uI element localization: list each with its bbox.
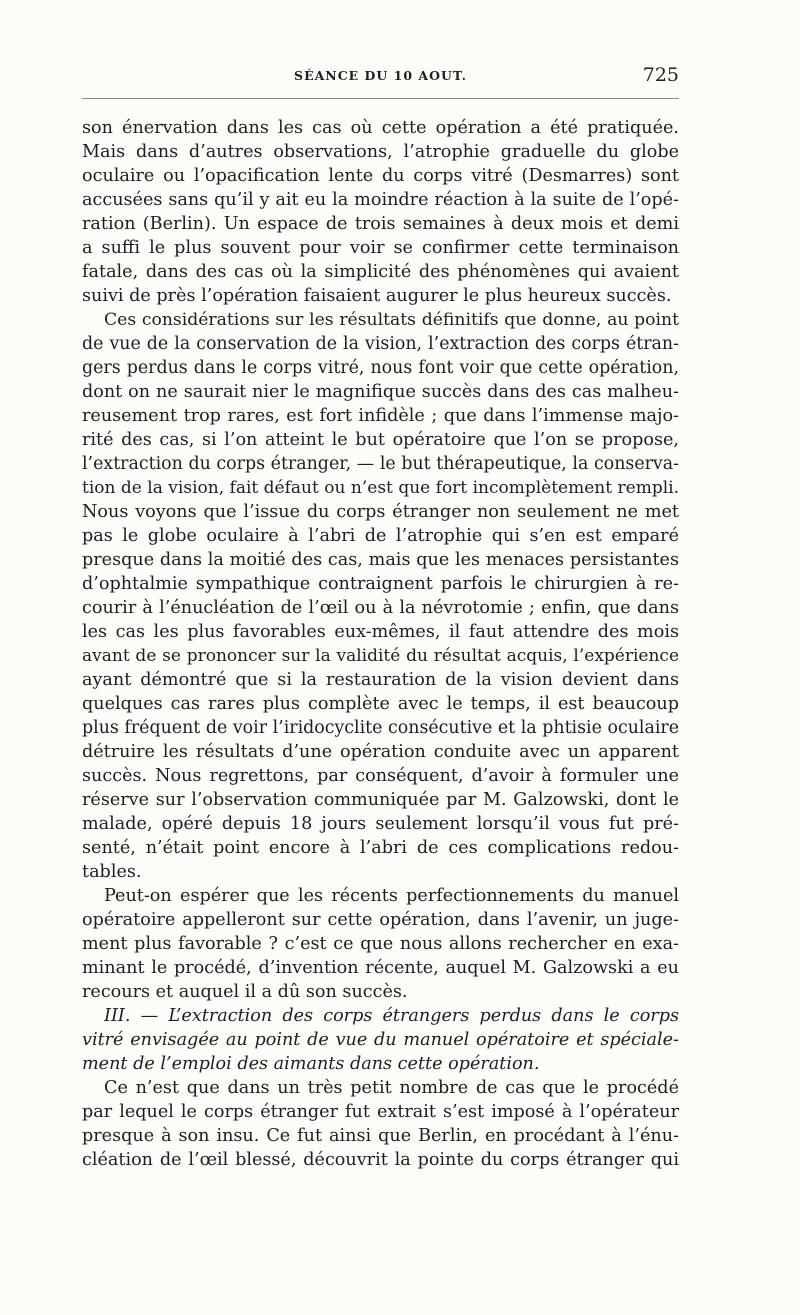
text-line: opératoire appelleront sur cette opération, dans l’avenir, un juge-	[82, 910, 679, 930]
text-line: avant de se prononcer sur la validité du résultat acquis, l’expérience	[82, 646, 679, 666]
text-line: tion de la vision, fait défaut ou n’est que fort incomplètement rempli.	[82, 478, 679, 498]
page-number: 725	[642, 64, 679, 86]
text-line: ment de l’emploi des aimants dans cette opération.	[82, 1054, 540, 1074]
body-text	[82, 116, 679, 1172]
text-line: malade, opéré depuis 18 jours seulement lorsqu’il vous fut pré-	[82, 814, 679, 834]
text-line: succès. Nous regrettons, par conséquent, d’avoir à formuler une	[82, 766, 679, 786]
text-line: détruire les résultats d’une opération conduite avec un apparent	[82, 742, 679, 762]
text-line: suivi de près l’opération faisaient augurer le plus heureux succès.	[82, 286, 672, 306]
text-line: Ce n’est que dans un très petit nombre de cas que le procédé	[104, 1078, 679, 1098]
text-line: recours et auquel il a dû son succès.	[82, 982, 408, 1002]
text-line: cléation de l’œil blessé, découvrit la pointe du corps étranger qui	[82, 1150, 679, 1170]
text-line: quelques cas rares plus complète avec le temps, il est beaucoup	[82, 694, 679, 714]
text-line: III. — L’extraction des corps étrangers perdus dans le corps	[104, 1006, 679, 1026]
text-line: rité des cas, si l’on atteint le but opératoire que l’on se propose,	[82, 430, 679, 450]
text-line: gers perdus dans le corps vitré, nous font voir que cette opération,	[82, 358, 679, 378]
text-line: ration (Berlin). Un espace de trois semaines à deux mois et demi	[82, 214, 679, 234]
text-line: oculaire ou l’opacification lente du corps vitré (Desmarres) sont	[82, 166, 679, 186]
text-line: dont on ne saurait nier le magnifique succès dans des cas malheu-	[82, 382, 679, 402]
text-line: reusement trop rares, est fort infidèle ; que dans l’immense majo-	[82, 406, 679, 426]
text-line: Nous voyons que l’issue du corps étranger non seulement ne met	[82, 502, 679, 522]
text-line: Peut-on espérer que les récents perfectionnements du manuel	[104, 886, 679, 906]
text-line: l’extraction du corps étranger, — le but thérapeutique, la conserva-	[82, 454, 679, 474]
text-line: pas le globe oculaire à l’abri de l’atrophie qui s’en est emparé	[82, 526, 679, 546]
text-line: vitré envisagée au point de vue du manuel opératoire et spéciale-	[82, 1030, 679, 1050]
text-line: senté, n’était point encore à l’abri de ces complications redou-	[82, 838, 679, 858]
text-line: courir à l’énucléation de l’œil ou à la névrotomie ; enfin, que dans	[82, 598, 679, 618]
text-line: Ces considérations sur les résultats définitifs que donne, au point	[104, 310, 679, 330]
text-line: fatale, dans des cas où la simplicité des phénomènes qui avaient	[82, 262, 679, 282]
text-line: ment plus favorable ? c’est ce que nous allons rechercher en exa-	[82, 934, 679, 954]
text-line: tables.	[82, 862, 142, 882]
text-line: les cas les plus favorables eux-mêmes, il faut attendre des mois	[82, 622, 679, 642]
text-line: par lequel le corps étranger fut extrait s’est imposé à l’opérateur	[82, 1102, 679, 1122]
text-line: presque dans la moitié des cas, mais que les menaces persistantes	[82, 550, 679, 570]
running-title: SÉANCE DU 10 AOUT.	[294, 68, 467, 83]
header-rule	[82, 98, 679, 99]
text-line: d’ophtalmie sympathique contraignent parfois le chirurgien à re-	[82, 574, 679, 594]
text-line: son énervation dans les cas où cette opération a été pratiquée.	[82, 118, 679, 138]
text-line: plus fréquent de voir l’iridocyclite consécutive et la phtisie oculaire	[82, 718, 679, 738]
text-line: réserve sur l’observation communiquée par M. Galzowski, dont le	[82, 790, 679, 810]
running-head	[82, 64, 679, 88]
text-line: accusées sans qu’il y ait eu la moindre réaction à la suite de l’opé-	[82, 190, 679, 210]
text-line: de vue de la conservation de la vision, l’extraction des corps étran-	[82, 334, 679, 354]
text-line: presque à son insu. Ce fut ainsi que Berlin, en procédant à l’énu-	[82, 1126, 679, 1146]
text-line: minant le procédé, d’invention récente, auquel M. Galzowski a eu	[82, 958, 679, 978]
text-line: ayant démontré que si la restauration de la vision devient dans	[82, 670, 679, 690]
text-line: a suffi le plus souvent pour voir se confirmer cette terminaison	[82, 238, 679, 258]
text-line: Mais dans d’autres observations, l’atrophie graduelle du globe	[82, 142, 679, 162]
